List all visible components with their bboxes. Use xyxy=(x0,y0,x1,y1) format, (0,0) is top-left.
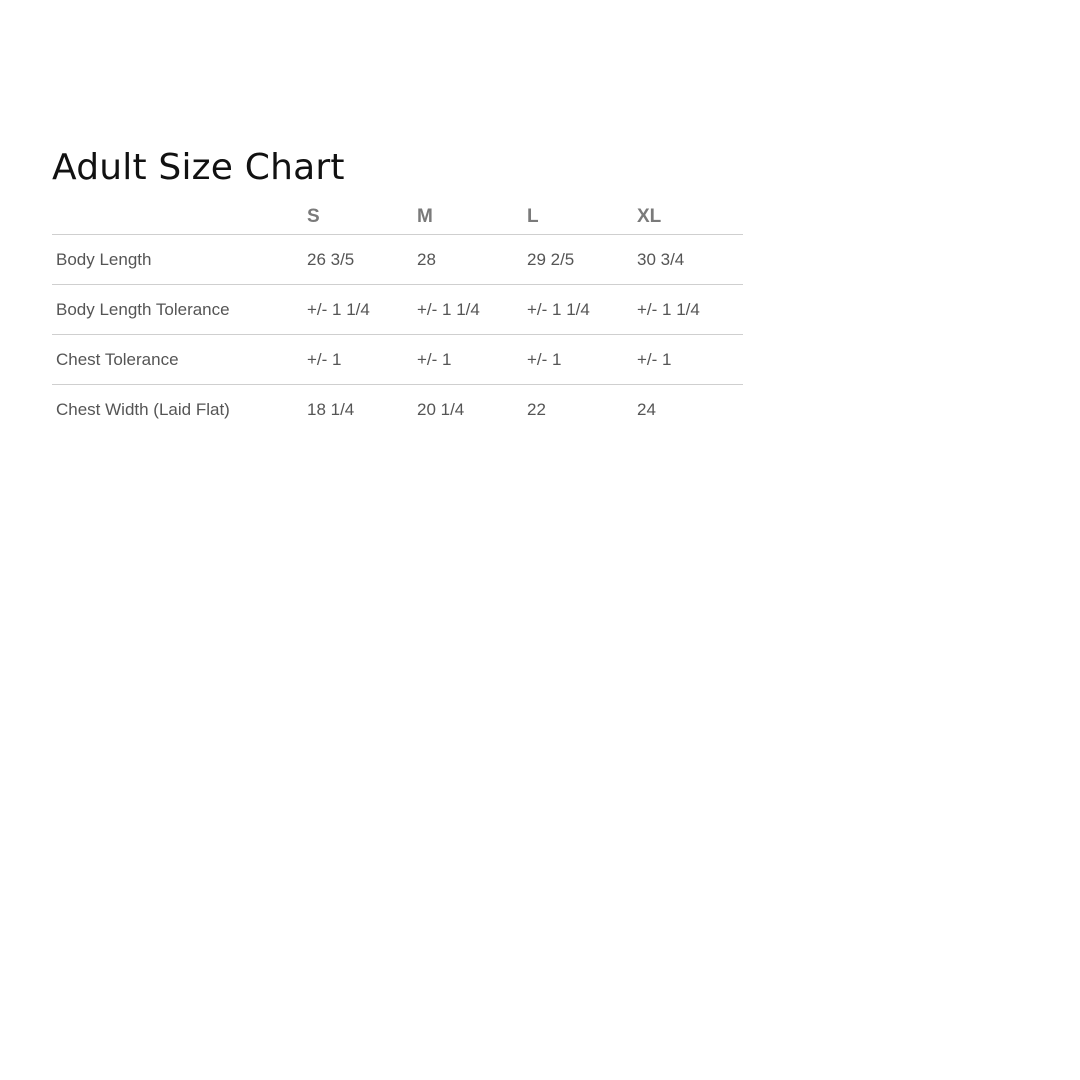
table-cell: 30 3/4 xyxy=(633,235,743,285)
column-header-xl: XL xyxy=(633,200,743,235)
size-chart-table xyxy=(52,200,743,434)
table-cell: 20 1/4 xyxy=(417,399,465,419)
row-label-body-length: Body Length xyxy=(52,235,303,285)
table-cell: +/- 1 xyxy=(523,335,633,385)
page-title: Adult Size Chart xyxy=(52,147,345,188)
table-cell: +/- 1 xyxy=(413,335,523,385)
table-cell: 24 xyxy=(637,399,656,419)
table-row xyxy=(52,335,743,385)
table-header-row xyxy=(52,200,743,235)
table-cell: 28 xyxy=(413,235,523,285)
table-cell: +/- 1 1/4 xyxy=(303,285,413,335)
table-cell: 22 xyxy=(527,399,546,419)
table-cell: +/- 1 xyxy=(303,335,413,385)
row-label-chest-width: Chest Width (Laid Flat) xyxy=(56,399,230,419)
table-cell: +/- 1 1/4 xyxy=(413,285,523,335)
column-header-s: S xyxy=(303,200,413,235)
column-header-m: M xyxy=(413,200,523,235)
table-cell: +/- 1 1/4 xyxy=(523,285,633,335)
table-cell: 18 1/4 xyxy=(307,399,355,419)
table-row xyxy=(52,385,743,435)
column-header-l: L xyxy=(523,200,633,235)
table-cell: +/- 1 xyxy=(633,335,743,385)
row-label-body-length-tolerance: Body Length Tolerance xyxy=(52,285,303,335)
table-cell: 26 3/5 xyxy=(303,235,413,285)
table-cell: +/- 1 1/4 xyxy=(633,285,743,335)
table-cell: 29 2/5 xyxy=(523,235,633,285)
header-empty-cell xyxy=(52,200,303,235)
row-label-chest-tolerance: Chest Tolerance xyxy=(52,335,303,385)
table-row xyxy=(52,285,743,335)
table-row xyxy=(52,235,743,285)
